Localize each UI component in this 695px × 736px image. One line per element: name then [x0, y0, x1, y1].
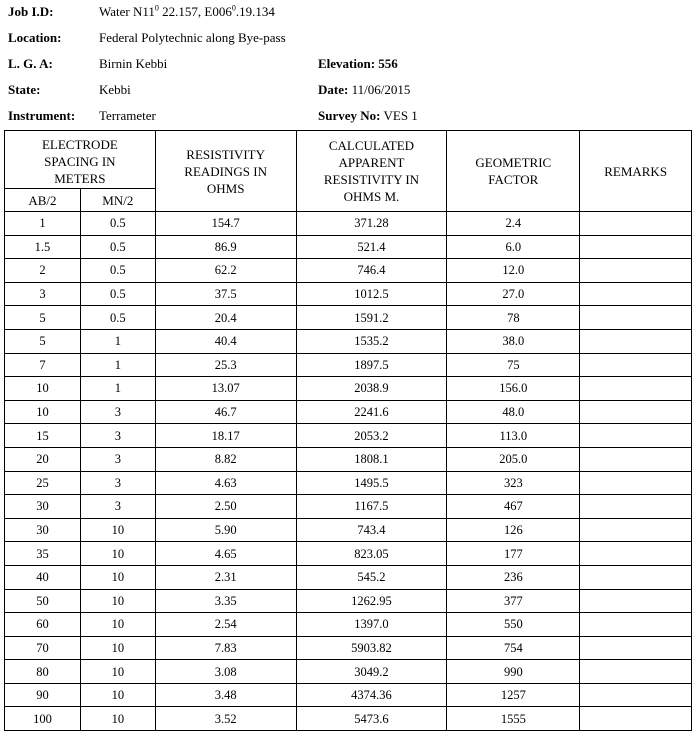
mn2-cell: 10 [80, 565, 155, 589]
geometric-factor-cell: 1257 [447, 683, 580, 707]
ab2-cell: 50 [5, 589, 81, 613]
apparent-resistivity-cell: 3049.2 [296, 660, 447, 684]
table-row [5, 447, 692, 471]
ab2-header: AB/2 [5, 189, 81, 212]
ab2-cell: 40 [5, 565, 81, 589]
resistivity-cell: 13.07 [155, 377, 296, 401]
table-row [5, 235, 692, 259]
geometric-factor-cell: 156.0 [447, 377, 580, 401]
table-row [5, 683, 692, 707]
resistivity-cell: 154.7 [155, 212, 296, 236]
resistivity-cell: 3.48 [155, 683, 296, 707]
remarks-cell [580, 447, 692, 471]
remarks-cell [580, 400, 692, 424]
apparent-resistivity-header: CALCULATED APPARENT RESISTIVITY IN OHMS M. [296, 131, 447, 212]
resistivity-cell: 3.08 [155, 660, 296, 684]
apparent-resistivity-cell: 2038.9 [296, 377, 447, 401]
electrode-spacing-header: ELECTRODE SPACING IN METERS [5, 131, 156, 189]
table-row [5, 660, 692, 684]
resistivity-cell: 7.83 [155, 636, 296, 660]
remarks-cell [580, 565, 692, 589]
table-row [5, 518, 692, 542]
geometric-factor-cell: 48.0 [447, 400, 580, 424]
mn2-cell: 10 [80, 589, 155, 613]
instrument-value: Terrameter [99, 108, 156, 123]
table-row [5, 212, 692, 236]
lga-row [0, 52, 695, 76]
job-id-label: Job I.D: [8, 4, 54, 19]
mn2-cell: 3 [80, 495, 155, 519]
remarks-cell [580, 471, 692, 495]
date-field [318, 78, 410, 102]
remarks-cell [580, 282, 692, 306]
remarks-cell [580, 353, 692, 377]
apparent-resistivity-cell: 545.2 [296, 565, 447, 589]
geometric-factor-cell: 2.4 [447, 212, 580, 236]
geometric-factor-cell: 205.0 [447, 447, 580, 471]
remarks-cell [580, 660, 692, 684]
geometric-factor-cell: 550 [447, 613, 580, 637]
resistivity-cell: 46.7 [155, 400, 296, 424]
table-row [5, 282, 692, 306]
remarks-cell [580, 518, 692, 542]
mn2-cell: 3 [80, 471, 155, 495]
table-row [5, 306, 692, 330]
geometric-factor-cell: 27.0 [447, 282, 580, 306]
ab2-cell: 30 [5, 518, 81, 542]
remarks-cell [580, 613, 692, 637]
remarks-cell [580, 683, 692, 707]
geometric-factor-cell: 1555 [447, 707, 580, 731]
remarks-cell [580, 707, 692, 731]
mn2-cell: 10 [80, 636, 155, 660]
geometric-factor-cell: 177 [447, 542, 580, 566]
instrument-row [0, 104, 695, 128]
remarks-cell [580, 329, 692, 353]
ab2-cell: 7 [5, 353, 81, 377]
table-row [5, 259, 692, 283]
table-row [5, 495, 692, 519]
geometric-factor-cell: 6.0 [447, 235, 580, 259]
survey-label: Survey No: [318, 108, 381, 123]
geometric-factor-cell: 126 [447, 518, 580, 542]
apparent-resistivity-cell: 4374.36 [296, 683, 447, 707]
apparent-resistivity-cell: 2053.2 [296, 424, 447, 448]
resistivity-cell: 2.50 [155, 495, 296, 519]
survey-value: VES 1 [380, 108, 418, 123]
table-row [5, 589, 692, 613]
geometric-factor-cell: 377 [447, 589, 580, 613]
lga-label: L. G. A: [8, 56, 53, 71]
ab2-cell: 2 [5, 259, 81, 283]
ab2-cell: 3 [5, 282, 81, 306]
resistivity-cell: 2.31 [155, 565, 296, 589]
location-row [0, 26, 695, 50]
resistivity-cell: 20.4 [155, 306, 296, 330]
mn2-cell: 10 [80, 542, 155, 566]
apparent-resistivity-cell: 1897.5 [296, 353, 447, 377]
mn2-cell: 10 [80, 683, 155, 707]
geometric-factor-cell: 78 [447, 306, 580, 330]
apparent-resistivity-cell: 1167.5 [296, 495, 447, 519]
resistivity-cell: 62.2 [155, 259, 296, 283]
ab2-cell: 5 [5, 306, 81, 330]
ab2-cell: 35 [5, 542, 81, 566]
remarks-cell [580, 212, 692, 236]
remarks-cell [580, 589, 692, 613]
resistivity-cell: 40.4 [155, 329, 296, 353]
job-id-value: Water $N11^0$ 22.157, $E006^0.19.134$ [99, 3, 275, 19]
remarks-header: REMARKS [580, 131, 692, 212]
state-label: State: [8, 82, 41, 97]
ab2-cell: 1 [5, 212, 81, 236]
remarks-cell [580, 495, 692, 519]
resistivity-cell: 37.5 [155, 282, 296, 306]
resistivity-cell: 25.3 [155, 353, 296, 377]
table-row [5, 424, 692, 448]
ab2-cell: 60 [5, 613, 81, 637]
resistivity-cell: 18.17 [155, 424, 296, 448]
apparent-resistivity-cell: 746.4 [296, 259, 447, 283]
mn2-cell: 1 [80, 329, 155, 353]
mn2-cell: 10 [80, 613, 155, 637]
apparent-resistivity-cell: 521.4 [296, 235, 447, 259]
geometric-factor-cell: 467 [447, 495, 580, 519]
apparent-resistivity-cell: 823.05 [296, 542, 447, 566]
mn2-cell: 3 [80, 400, 155, 424]
remarks-cell [580, 377, 692, 401]
resistivity-cell: 86.9 [155, 235, 296, 259]
ab2-cell: 90 [5, 683, 81, 707]
apparent-resistivity-cell: 5903.82 [296, 636, 447, 660]
table-row [5, 565, 692, 589]
resistivity-cell: 8.82 [155, 447, 296, 471]
date-value: 11/06/2015 [348, 82, 411, 97]
mn2-cell: 3 [80, 447, 155, 471]
ab2-cell: 25 [5, 471, 81, 495]
table-row [5, 329, 692, 353]
apparent-resistivity-cell: 1591.2 [296, 306, 447, 330]
geometric-factor-cell: 990 [447, 660, 580, 684]
mn2-cell: 1 [80, 377, 155, 401]
instrument-label: Instrument: [8, 108, 76, 123]
mn2-cell: 1 [80, 353, 155, 377]
table-row [5, 400, 692, 424]
apparent-resistivity-cell: 743.4 [296, 518, 447, 542]
remarks-cell [580, 424, 692, 448]
mn2-cell: 0.5 [80, 282, 155, 306]
resistivity-cell: 3.35 [155, 589, 296, 613]
survey-header [0, 0, 695, 128]
ab2-cell: 5 [5, 329, 81, 353]
ab2-cell: 1.5 [5, 235, 81, 259]
mn2-cell: 0.5 [80, 306, 155, 330]
table-body [5, 212, 692, 731]
geometric-factor-cell: 38.0 [447, 329, 580, 353]
apparent-resistivity-cell: 1262.95 [296, 589, 447, 613]
mn2-cell: 0.5 [80, 212, 155, 236]
ab2-cell: 30 [5, 495, 81, 519]
table-row [5, 471, 692, 495]
apparent-resistivity-cell: 1495.5 [296, 471, 447, 495]
geometric-factor-cell: 12.0 [447, 259, 580, 283]
apparent-resistivity-cell: 5473.6 [296, 707, 447, 731]
job-id-row [0, 0, 695, 24]
remarks-cell [580, 259, 692, 283]
apparent-resistivity-cell: 1012.5 [296, 282, 447, 306]
geometric-factor-cell: 236 [447, 565, 580, 589]
resistivity-cell: 2.54 [155, 613, 296, 637]
apparent-resistivity-cell: 371.28 [296, 212, 447, 236]
geometric-factor-cell: 754 [447, 636, 580, 660]
resistivity-table [4, 130, 692, 731]
mn2-cell: 3 [80, 424, 155, 448]
mn2-cell: 10 [80, 707, 155, 731]
geometric-factor-cell: 113.0 [447, 424, 580, 448]
date-label: Date: [318, 82, 349, 97]
resistivity-cell: 4.65 [155, 542, 296, 566]
location-value: Federal Polytechnic along Bye-pass [99, 30, 286, 45]
resistivity-cell: 5.90 [155, 518, 296, 542]
ab2-cell: 15 [5, 424, 81, 448]
remarks-cell [580, 235, 692, 259]
state-row [0, 78, 695, 102]
resistivity-cell: 3.52 [155, 707, 296, 731]
mn2-cell: 10 [80, 518, 155, 542]
geometric-factor-cell: 75 [447, 353, 580, 377]
resistivity-cell: 4.63 [155, 471, 296, 495]
apparent-resistivity-cell: 1808.1 [296, 447, 447, 471]
table-row [5, 542, 692, 566]
mn2-cell: 10 [80, 660, 155, 684]
table-row [5, 707, 692, 731]
remarks-cell [580, 306, 692, 330]
remarks-cell [580, 542, 692, 566]
mn2-header: MN/2 [80, 189, 155, 212]
resistivity-header: RESISTIVITY READINGS IN OHMS [155, 131, 296, 212]
remarks-cell [580, 636, 692, 660]
apparent-resistivity-cell: 2241.6 [296, 400, 447, 424]
location-label: Location: [8, 30, 62, 45]
table-row [5, 613, 692, 637]
ab2-cell: 10 [5, 377, 81, 401]
table-row [5, 353, 692, 377]
elevation-label: Elevation: 556 [318, 56, 398, 71]
ab2-cell: 100 [5, 707, 81, 731]
geometric-factor-cell: 323 [447, 471, 580, 495]
survey-field [318, 104, 418, 128]
mn2-cell: 0.5 [80, 259, 155, 283]
ab2-cell: 20 [5, 447, 81, 471]
geometric-factor-header: GEOMETRIC FACTOR [447, 131, 580, 212]
lga-value: Birnin Kebbi [99, 56, 168, 71]
mn2-cell: 0.5 [80, 235, 155, 259]
ab2-cell: 80 [5, 660, 81, 684]
table-row [5, 636, 692, 660]
state-value: Kebbi [99, 82, 131, 97]
apparent-resistivity-cell: 1535.2 [296, 329, 447, 353]
ab2-cell: 10 [5, 400, 81, 424]
apparent-resistivity-cell: 1397.0 [296, 613, 447, 637]
table-row [5, 377, 692, 401]
ab2-cell: 70 [5, 636, 81, 660]
